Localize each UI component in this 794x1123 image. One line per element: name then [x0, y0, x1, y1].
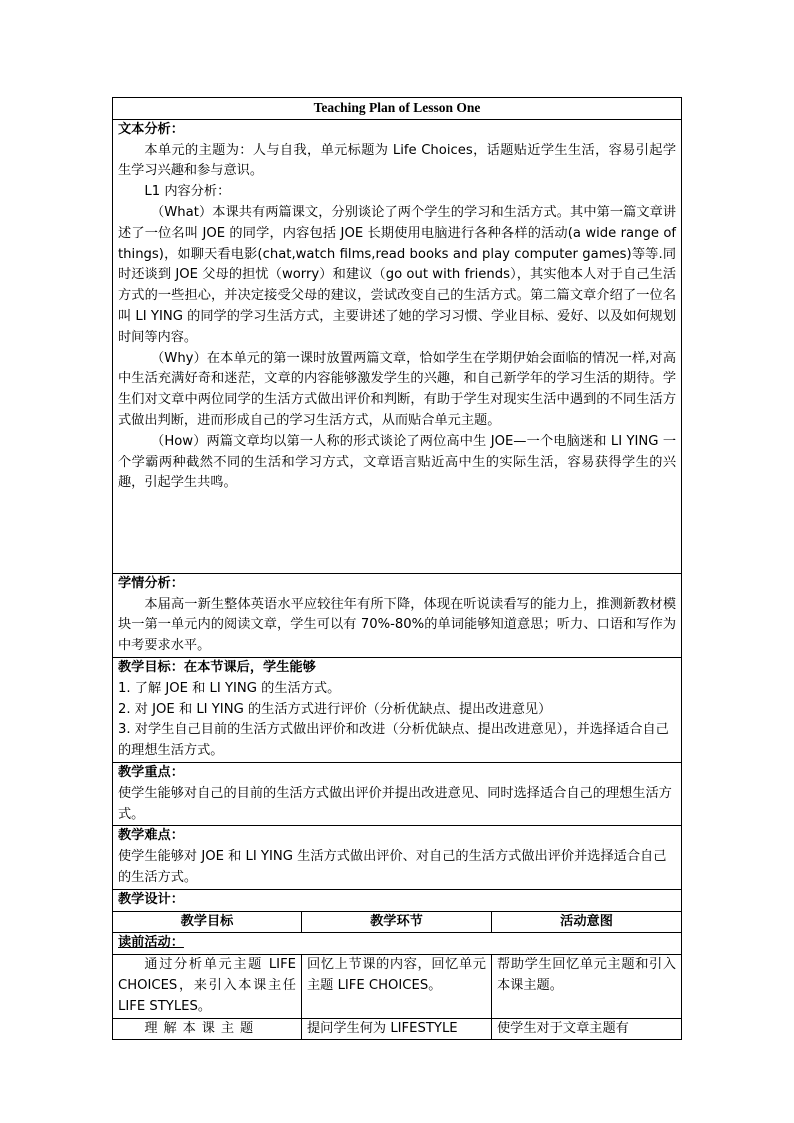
text-analysis-intro: 本单元的主题为：人与自我，单元标题为 Life Choices，话题贴近学生生活，容易引起学生学习兴趣和参与意识。: [118, 142, 677, 179]
teaching-plan-table: [112, 97, 682, 1040]
objectives-heading: 教学目标：在本节课后，学生能够: [118, 659, 316, 675]
objective-item: 1. 了解 JOE 和 LI YING 的生活方式。: [118, 680, 341, 696]
design-heading: 教学设计：: [113, 889, 682, 911]
page-title: Teaching Plan of Lesson One: [113, 98, 682, 120]
step-cell: 提问学生何为 LIFESTYLE: [302, 1018, 492, 1040]
column-header-goal: 教学目标: [113, 911, 302, 933]
text-analysis-section: [113, 119, 682, 573]
what-paragraph: （What）本课共有两篇课文，分别谈论了两个学生的学习和生活方式。其中第一篇文章讲述了一位名叫 JOE 的同学，内容包括 JOE 长期使用电脑进行各种各样的活动(a wide range of things)，如聊天看电影(chat,watch films,read books and play computer games)等等.同时还谈到 JOE 父母的担忧（worry）和建议（go out with friends），其实他本人对于自己生活方式的一些担心，并决定接受父母的建议，尝试改变自己的生活方式。第二篇文章介绍了一位名叫 LI YING 的同学的学习生活方式，主要讲述了她的学习习惯、学业目标、爱好、以及如何规划时间等内容。: [118, 204, 677, 345]
key-points-section: [113, 762, 682, 825]
step-cell: 回忆上节课的内容，回忆单元主题 LIFE CHOICES。: [302, 955, 492, 1018]
objective-item: 2. 对 JOE 和 LI YING 的生活方式进行评价（分析优缺点、提出改进意见）: [118, 701, 552, 717]
difficulties-heading: 教学难点：: [118, 828, 184, 844]
table-row: [113, 955, 682, 1018]
difficulties-body: 使学生能够对 JOE 和 LI YING 生活方式做出评价、对自己的生活方式做出评价并选择适合自己的生活方式。: [118, 849, 667, 885]
intent-cell: 使学生对于文章主题有: [492, 1018, 682, 1040]
column-header-step: 教学环节: [302, 911, 492, 933]
goal-cell: 通过分析单元主题 LIFE CHOICES，来引入本课主任 LIFE STYLES。: [113, 955, 302, 1018]
how-paragraph: （How）两篇文章均以第一人称的形式谈论了两位高中生 JOE—一个电脑迷和 LI YING 一个学霸两种截然不同的生活和学习方式，文章语言贴近高中生的实际生活，容易获得学生的兴趣，引起学生共鸣。: [118, 433, 677, 491]
design-header-row: [113, 911, 682, 933]
difficulties-section: [113, 826, 682, 889]
student-analysis-section: [113, 573, 682, 657]
student-analysis-body: 本届高一新生整体英语水平应较往年有所下降，体现在听说读看写的能力上，推测新教材模块一第一单元内的阅读文章，学生可以有 70%-80%的单词能够知道意思；听力、口语和写作为中考要求水平。: [118, 596, 677, 654]
key-points-heading: 教学重点：: [118, 764, 184, 780]
table-row: [113, 1018, 682, 1040]
pre-reading-heading: [113, 933, 682, 955]
l1-heading: L1 内容分析：: [144, 184, 231, 200]
objectives-section: [113, 657, 682, 762]
column-header-intent: 活动意图: [492, 911, 682, 933]
goal-cell: 理解本课主题: [113, 1018, 302, 1040]
key-points-body: 使学生能够对自己的目前的生活方式做出评价并提出改进意见、同时选择适合自己的理想生活方式。: [118, 785, 672, 822]
student-analysis-heading: 学情分析：: [118, 575, 184, 591]
pre-reading-label: 读前活动：: [118, 935, 184, 951]
objective-item: 3. 对学生自己目前的生活方式做出评价和改进（分析优缺点、提出改进意见），并选择适合自己的理想生活方式。: [118, 722, 669, 759]
intent-cell: 帮助学生回忆单元主题和引入本课主题。: [492, 955, 682, 1018]
why-paragraph: （Why）在本单元的第一课时放置两篇文章，恰如学生在学期伊始会面临的情况一样,对高中生活充满好奇和迷茫，文章的内容能够激发学生的兴趣，和自己新学年的学习生活的期待。学生们对文章中两位同学的生活方式做出评价和判断，有助于学生对现实生活中遇到的不同生活方式做出判断，进而形成自己的学习生活方式，从而贴合单元主题。: [118, 350, 677, 428]
text-analysis-heading: 文本分析：: [118, 121, 184, 137]
